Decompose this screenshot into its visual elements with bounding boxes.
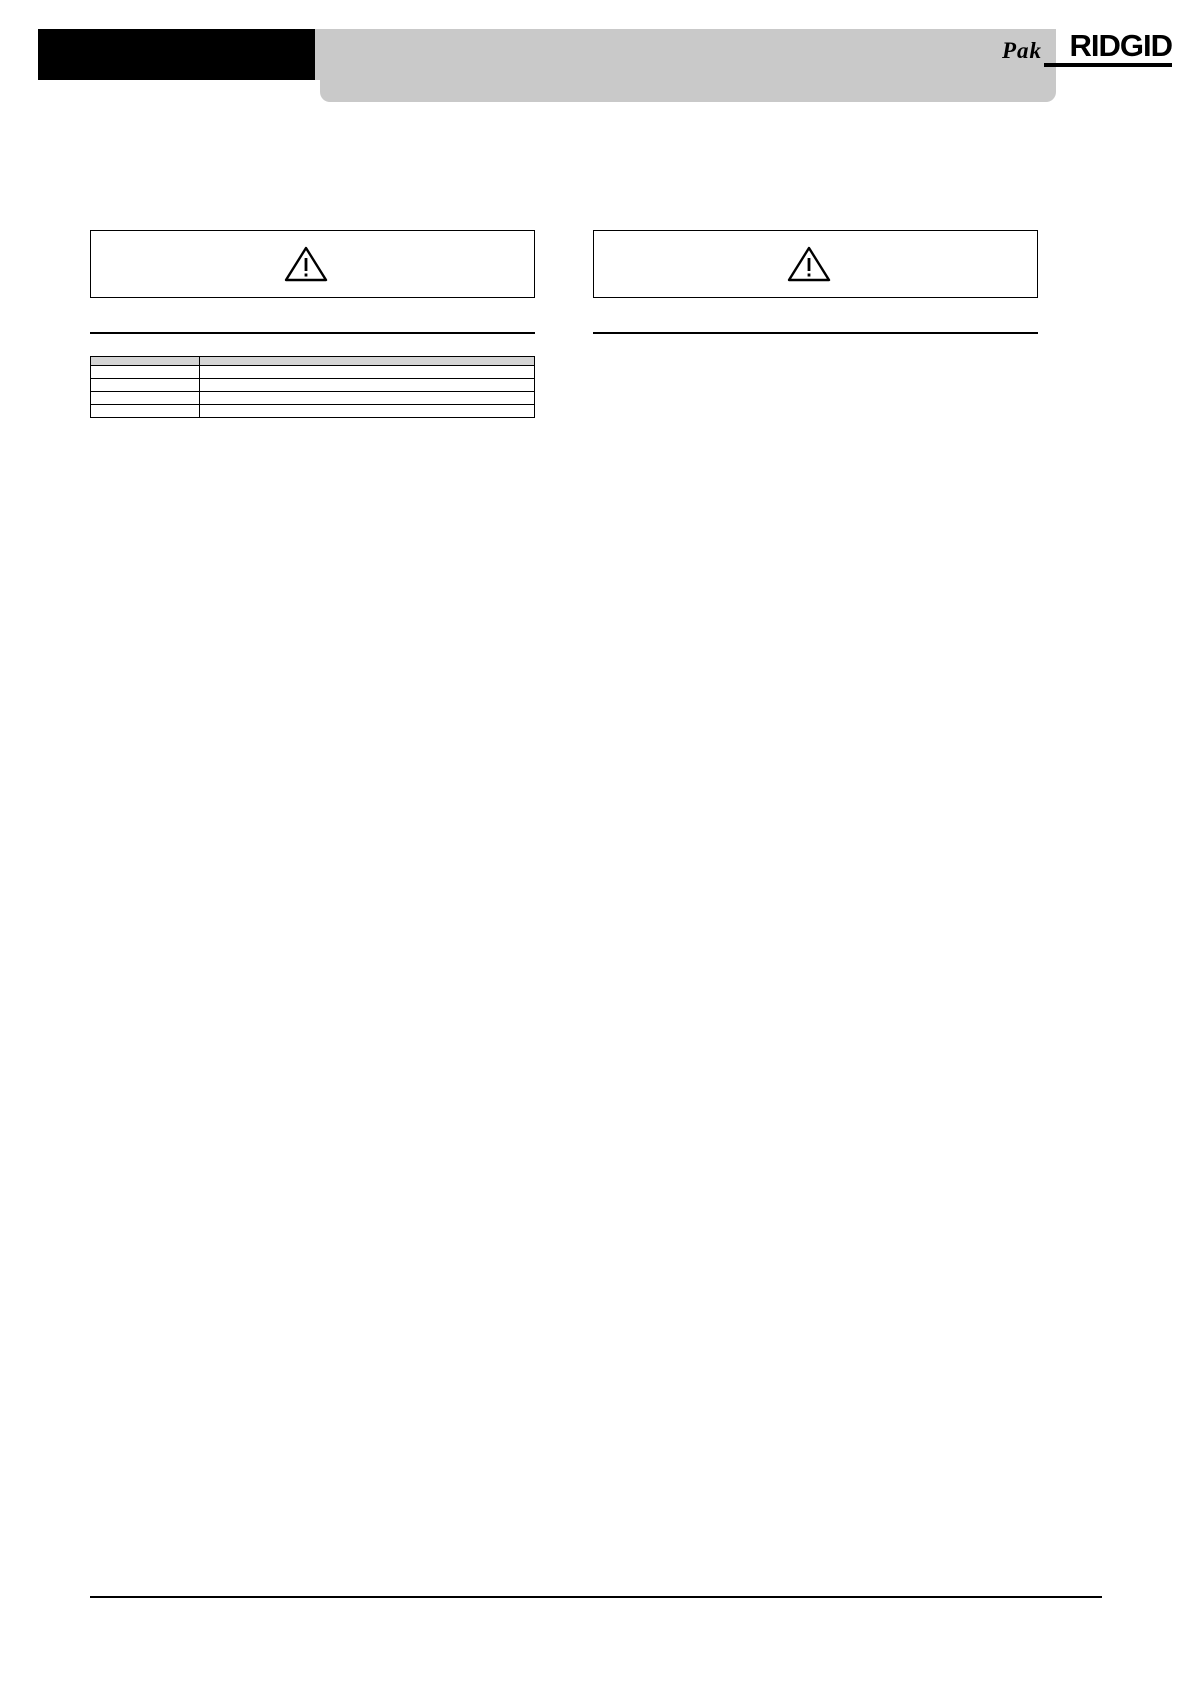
header-black-tab — [38, 29, 315, 80]
right-warning-box — [593, 230, 1038, 298]
left-section-title — [90, 328, 535, 334]
table-cell-model — [91, 392, 200, 405]
table-header-row — [91, 357, 535, 366]
table-row — [91, 366, 535, 379]
table-header-cell-0 — [91, 357, 200, 366]
page-header — [0, 0, 1192, 110]
right-section-title — [593, 328, 1038, 334]
header-gray-bar — [315, 29, 1056, 80]
warning-triangle-icon — [787, 245, 831, 283]
left-column — [90, 230, 535, 418]
specifications-table — [90, 356, 535, 418]
table-row — [91, 392, 535, 405]
table-cell-description — [200, 379, 535, 392]
table-cell-model — [91, 379, 200, 392]
ridgid-logo-text: RIDGID — [1069, 28, 1172, 63]
table-row — [91, 379, 535, 392]
warning-triangle-icon — [284, 245, 328, 283]
header-gray-bar-secondary — [320, 80, 1056, 102]
table-cell-model — [91, 366, 200, 379]
table-cell-model — [91, 405, 200, 418]
left-warning-box — [90, 230, 535, 298]
right-column — [593, 230, 1038, 348]
table-row — [91, 405, 535, 418]
ridgid-logo — [1044, 30, 1172, 67]
page-footer — [90, 1596, 1102, 1604]
table-cell-description — [200, 405, 535, 418]
table-cell-description — [200, 392, 535, 405]
ridgid-logo-underline — [1044, 63, 1172, 67]
pak-logo: Pak — [1001, 38, 1042, 63]
table-header-cell-1 — [200, 357, 535, 366]
table-cell-description — [200, 366, 535, 379]
